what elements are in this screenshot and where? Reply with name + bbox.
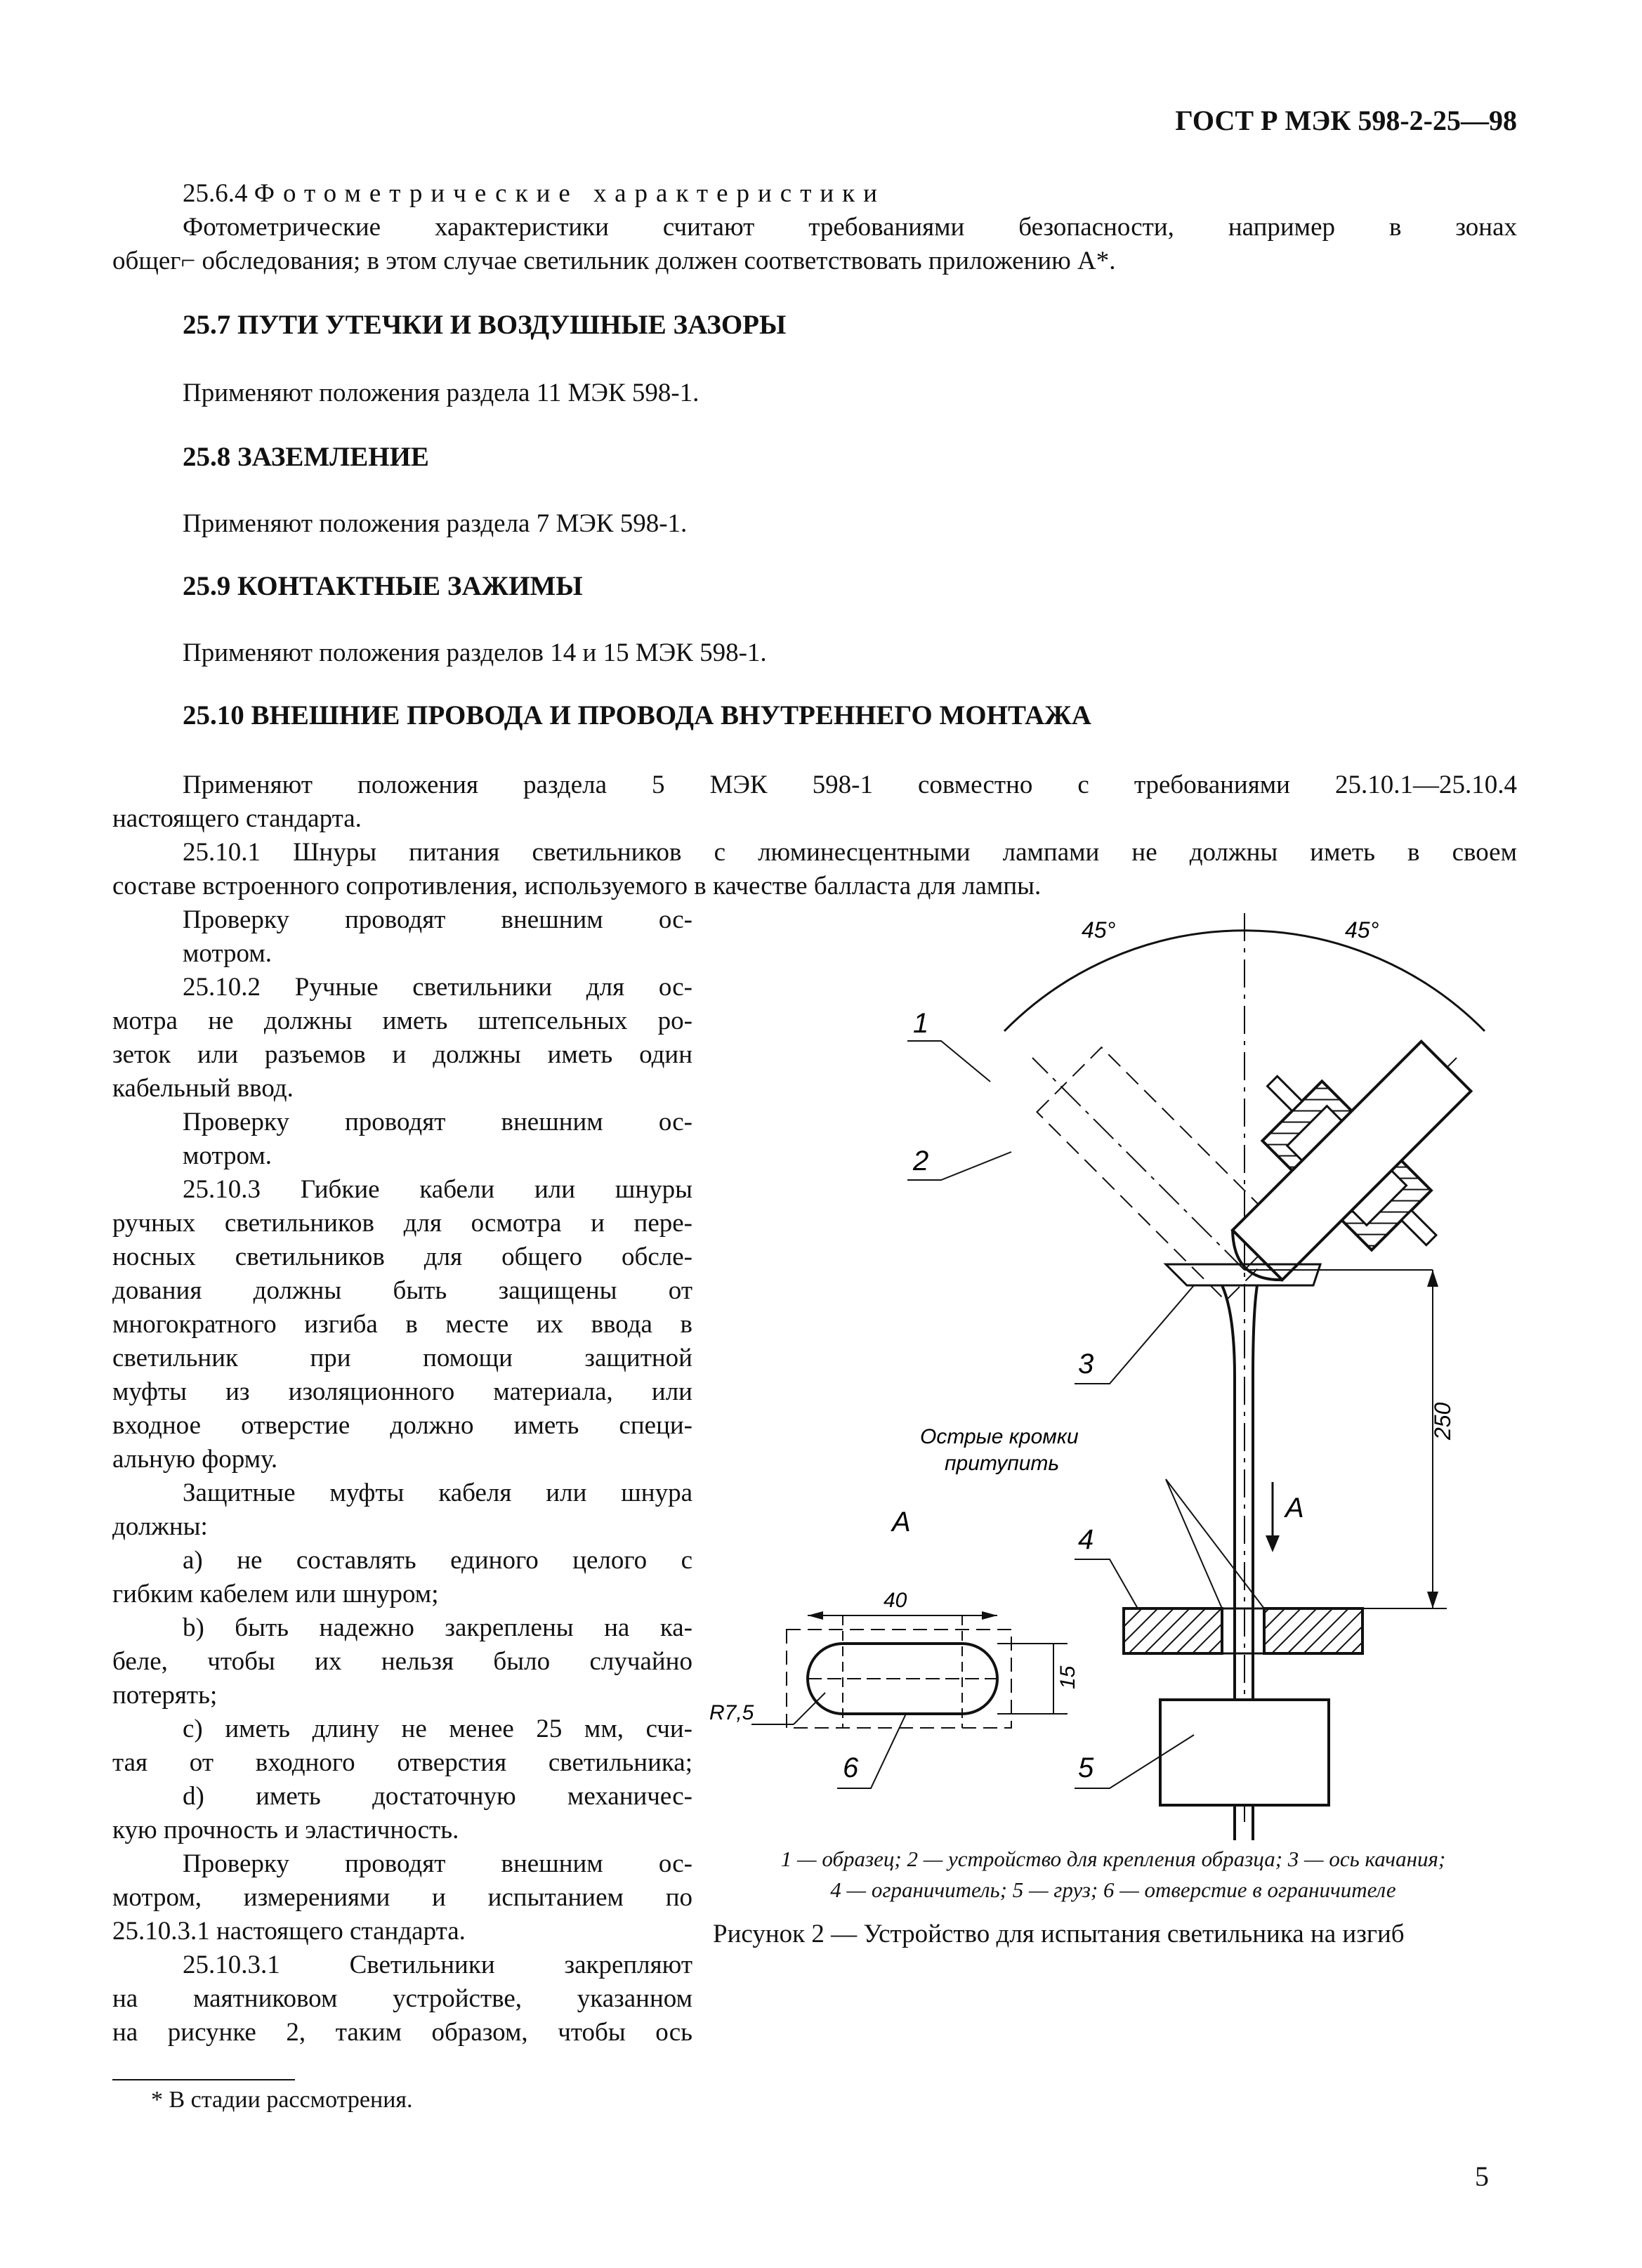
figure-2-drawing — [702, 892, 1531, 1840]
column-line: a) не составлять единого целого с — [183, 1546, 692, 1575]
paragraph-line: Фотометрические характеристики считают требованиями безопасности, например в зонах — [183, 213, 1517, 242]
section-25-10-intro — [112, 768, 1517, 903]
sharp-edges-label-line1: Острые кромки — [920, 1425, 1079, 1448]
sample-body — [1233, 1042, 1471, 1280]
dimension-250-label: 250 — [1430, 1402, 1455, 1440]
column-line: носных светильников для общего обсле- — [112, 1243, 692, 1271]
column-line: потерять; — [112, 1681, 218, 1710]
column-line: беле, чтобы их нельзя было случайно — [112, 1647, 692, 1676]
paragraph-line: составе встроенного сопротивления, используемого в качестве балласта для лампы. — [112, 872, 1042, 900]
footnote: * В стадии рассмотрения. — [151, 2087, 413, 2113]
part-label-5: 5 — [1078, 1752, 1094, 1783]
weight — [1160, 1700, 1329, 1805]
column-line: альную форму. — [112, 1445, 278, 1474]
column-line: Проверку проводят внешним ос- — [183, 1849, 692, 1878]
column-line: d) иметь достаточную механичес- — [183, 1782, 692, 1811]
column-line: мотром. — [183, 1141, 272, 1170]
angle-label-left: 45° — [1082, 917, 1116, 943]
heading-25-10: 25.10 ВНЕШНИЕ ПРОВОДА И ПРОВОДА ВНУТРЕННЕГО МОНТАЖА — [183, 700, 1091, 730]
column-line: Защитные муфты кабеля или шнура — [183, 1479, 692, 1507]
luminaire-assembly — [1166, 987, 1526, 1347]
section-25-6-4 — [112, 177, 1517, 278]
column-line: гибким кабелем или шнуром; — [112, 1580, 439, 1608]
legend-line: 1 — образец; 2 — устройство для крепления образца; 3 — ось качания; — [780, 1847, 1446, 1871]
column-line: муфты из изоляционного материала, или — [112, 1377, 692, 1406]
page-number: 5 — [1475, 2161, 1489, 2192]
legend-line: 4 — ограничитель; 5 — груз; 6 — отверстие в ограничителе — [830, 1877, 1396, 1902]
column-line: на маятниковом устройстве, указанном — [112, 1984, 692, 2013]
footnote-divider — [112, 2079, 295, 2080]
column-line: 25.10.3 Гибкие кабели или шнуры — [183, 1175, 692, 1204]
running-header: ГОСТ Р МЭК 598-2-25—98 — [1175, 105, 1517, 136]
paragraph-line: Применяют положения раздела 5 МЭК 598-1 совместно с требованиями 25.10.1—25.10.4 — [183, 771, 1517, 799]
column-line: b) быть надежно закреплены на ка- — [183, 1613, 692, 1642]
paragraph-line: 25.10.1 Шнуры питания светильников с люминесцентными лампами не должны иметь в своем — [183, 838, 1517, 867]
part-label-3: 3 — [1078, 1349, 1094, 1379]
subsection-number: 25.6.4 — [183, 179, 248, 208]
figure-legend — [702, 1844, 1524, 1906]
angle-label-right: 45° — [1345, 917, 1379, 943]
column-line: Проверку проводят внешним ос- — [183, 905, 692, 934]
paragraph-line: общег⌐ обследования; в этом случае светильник должен соответствовать приложению А*. — [112, 247, 1116, 275]
column-line: зеток или разъемов и должны иметь один — [112, 1040, 692, 1069]
limiter-left — [1124, 1608, 1222, 1653]
radius-label: R7,5 — [709, 1701, 754, 1724]
section-view-label: А — [892, 1507, 911, 1538]
heading-25-9: 25.9 КОНТАКТНЫЕ ЗАЖИМЫ — [183, 571, 583, 601]
heading-25-7: 25.7 ПУТИ УТЕЧКИ И ВОЗДУШНЫЕ ЗАЗОРЫ — [183, 310, 787, 340]
column-line: тая от входного отверстия светильника; — [112, 1748, 692, 1777]
axis-line-left — [1032, 1058, 1244, 1270]
column-line: 25.10.2 Ручные светильники для ос- — [183, 973, 692, 1002]
column-line: светильник при помощи защитной — [112, 1344, 692, 1372]
column-line: на рисунке 2, таким образом, чтобы ось — [112, 2018, 692, 2047]
column-line: ручных светильников для осмотра и пере- — [112, 1209, 692, 1238]
dimension-15-label: 15 — [1056, 1665, 1079, 1689]
column-line: мотром, измерениями и испытанием по — [112, 1883, 692, 1912]
left-column-text — [112, 903, 692, 2050]
limiter-right — [1264, 1608, 1362, 1653]
paragraph-line: настоящего стандарта. — [112, 804, 362, 833]
column-line: 25.10.3.1 настоящего стандарта. — [112, 1917, 466, 1946]
paragraph-25-9: Применяют положения разделов 14 и 15 МЭК 598-1. — [183, 638, 767, 667]
part-label-1: 1 — [913, 1008, 929, 1039]
paragraph-25-8: Применяют положения раздела 7 МЭК 598-1. — [183, 509, 688, 538]
heading-25-8: 25.8 ЗАЗЕМЛЕНИЕ — [183, 442, 429, 472]
part-label-4: 4 — [1078, 1524, 1094, 1555]
column-line: кую прочность и эластичность. — [112, 1816, 459, 1844]
column-line: должны: — [112, 1512, 208, 1541]
column-line: входное отверстие должно иметь специ- — [112, 1411, 692, 1440]
figure-caption: Рисунок 2 — Устройство для испытания светильника на изгиб — [713, 1920, 1405, 1948]
paragraph-25-7: Применяют положения раздела 11 МЭК 598-1. — [183, 379, 700, 407]
column-line: многократного изгиба в месте их ввода в — [112, 1310, 692, 1339]
column-line: мотром. — [183, 939, 272, 968]
subsection-title: Фотометрические характеристики — [254, 179, 886, 208]
column-line: c) иметь длину не менее 25 мм, счи- — [183, 1715, 692, 1743]
view-arrow-label: А — [1285, 1493, 1304, 1523]
column-line: Проверку проводят внешним ос- — [183, 1108, 692, 1136]
column-line: кабельный ввод. — [112, 1074, 294, 1103]
part-label-6: 6 — [843, 1752, 859, 1783]
dimension-40-label: 40 — [884, 1589, 907, 1612]
column-line: 25.10.3.1 Светильники закрепляют — [183, 1951, 692, 1979]
part-label-2: 2 — [913, 1146, 929, 1176]
column-line: дования должны быть защищены от — [112, 1276, 692, 1305]
sharp-edges-label-line2: притупить — [945, 1452, 1060, 1475]
column-line: мотра не должны иметь штепсельных ро- — [112, 1007, 692, 1035]
